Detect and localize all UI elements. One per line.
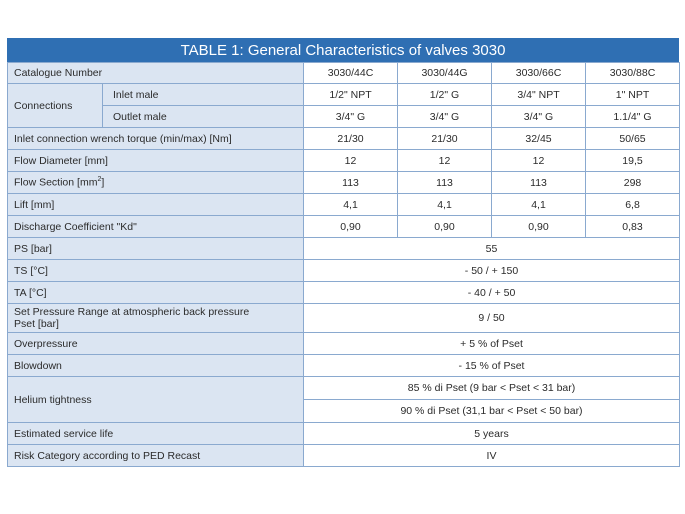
cell-helium-1: 85 % di Pset (9 bar < Pset < 31 bar) <box>304 377 680 400</box>
cell-ta: - 40 / + 50 <box>304 282 680 304</box>
row-label-lift: Lift [mm] <box>8 194 304 216</box>
cell-helium-2: 90 % di Pset (31,1 bar < Pset < 50 bar) <box>304 400 680 423</box>
table-row-service-life <box>8 423 680 445</box>
cell-service-life: 5 years <box>304 423 680 445</box>
model-3030-44c: 3030/44C <box>304 63 398 84</box>
row-label-blowdown: Blowdown <box>8 355 304 377</box>
cell-lift-3: 4,1 <box>492 194 586 216</box>
cell-lift-4: 6,8 <box>586 194 680 216</box>
cell-outlet-3: 3/4" G <box>492 106 586 128</box>
cell-risk: IV <box>304 445 680 467</box>
cell-kd-3: 0,90 <box>492 216 586 238</box>
cell-flow-section-1: 113 <box>304 172 398 194</box>
table-row-risk <box>8 445 680 467</box>
row-label-catalogue: Catalogue Number <box>8 63 304 84</box>
row-label-risk: Risk Category according to PED Recast <box>8 445 304 467</box>
model-3030-88c: 3030/88C <box>586 63 680 84</box>
cell-overpressure: + 5 % of Pset <box>304 333 680 355</box>
cell-ps: 55 <box>304 238 680 260</box>
row-label-ts: TS [°C] <box>8 260 304 282</box>
cell-torque-2: 21/30 <box>398 128 492 150</box>
cell-torque-3: 32/45 <box>492 128 586 150</box>
cell-flow-section-2: 113 <box>398 172 492 194</box>
table-row-ps <box>8 238 680 260</box>
table-row-outlet <box>8 106 680 128</box>
table-row-flow-diameter <box>8 150 680 172</box>
row-label-connections: Connections <box>8 84 103 128</box>
cell-torque-4: 50/65 <box>586 128 680 150</box>
flow-section-label-sup: 2 <box>97 176 102 184</box>
cell-ts: - 50 / + 150 <box>304 260 680 282</box>
flow-section-label-text: Flow Section [mm <box>14 176 98 189</box>
set-pressure-label-line1: Set Pressure Range at atmospheric back pressure <box>14 306 250 318</box>
row-label-service-life: Estimated service life <box>8 423 304 445</box>
cell-outlet-2: 3/4" G <box>398 106 492 128</box>
cell-flow-diameter-3: 12 <box>492 150 586 172</box>
table-row-catalogue <box>8 63 680 84</box>
characteristics-table <box>7 62 680 467</box>
cell-flow-section-4: 298 <box>586 172 680 194</box>
row-label-helium: Helium tightness <box>8 377 304 423</box>
row-label-flow-diameter: Flow Diameter [mm] <box>8 150 304 172</box>
table-row-ts <box>8 260 680 282</box>
row-label-set-pressure <box>8 304 304 333</box>
table-row-torque <box>8 128 680 150</box>
row-label-kd: Discharge Coefficient "Kd" <box>8 216 304 238</box>
cell-flow-diameter-4: 19,5 <box>586 150 680 172</box>
cell-lift-2: 4,1 <box>398 194 492 216</box>
table-row-ta <box>8 282 680 304</box>
table-row-lift <box>8 194 680 216</box>
cell-torque-1: 21/30 <box>304 128 398 150</box>
flow-section-label-end: ] <box>101 176 105 189</box>
row-label-inlet: Inlet male <box>103 84 304 106</box>
cell-outlet-1: 3/4" G <box>304 106 398 128</box>
cell-kd-2: 0,90 <box>398 216 492 238</box>
row-label-overpressure: Overpressure <box>8 333 304 355</box>
row-label-outlet: Outlet male <box>103 106 304 128</box>
row-label-torque: Inlet connection wrench torque (min/max) [Nm] <box>8 128 304 150</box>
table-title: TABLE 1: General Characteristics of valves 3030 <box>7 38 679 62</box>
row-label-ta: TA [°C] <box>8 282 304 304</box>
table-row-kd <box>8 216 680 238</box>
cell-set-pressure: 9 / 50 <box>304 304 680 333</box>
cell-outlet-4: 1.1/4" G <box>586 106 680 128</box>
cell-flow-diameter-1: 12 <box>304 150 398 172</box>
table-row-inlet <box>8 84 680 106</box>
model-3030-66c: 3030/66C <box>492 63 586 84</box>
table-row-overpressure <box>8 333 680 355</box>
table-row-helium-1 <box>8 377 680 400</box>
cell-kd-1: 0,90 <box>304 216 398 238</box>
cell-flow-section-3: 113 <box>492 172 586 194</box>
row-label-flow-section <box>8 172 304 194</box>
table-row-set-pressure <box>8 304 680 333</box>
cell-kd-4: 0,83 <box>586 216 680 238</box>
model-3030-44g: 3030/44G <box>398 63 492 84</box>
cell-blowdown: - 15 % of Pset <box>304 355 680 377</box>
cell-inlet-3: 3/4" NPT <box>492 84 586 106</box>
set-pressure-label-line2: Pset [bar] <box>14 318 59 330</box>
cell-flow-diameter-2: 12 <box>398 150 492 172</box>
cell-inlet-2: 1/2" G <box>398 84 492 106</box>
row-label-ps: PS [bar] <box>8 238 304 260</box>
table-row-blowdown <box>8 355 680 377</box>
cell-lift-1: 4,1 <box>304 194 398 216</box>
cell-inlet-4: 1" NPT <box>586 84 680 106</box>
table-row-flow-section <box>8 172 680 194</box>
cell-inlet-1: 1/2" NPT <box>304 84 398 106</box>
characteristics-sheet <box>7 38 679 467</box>
